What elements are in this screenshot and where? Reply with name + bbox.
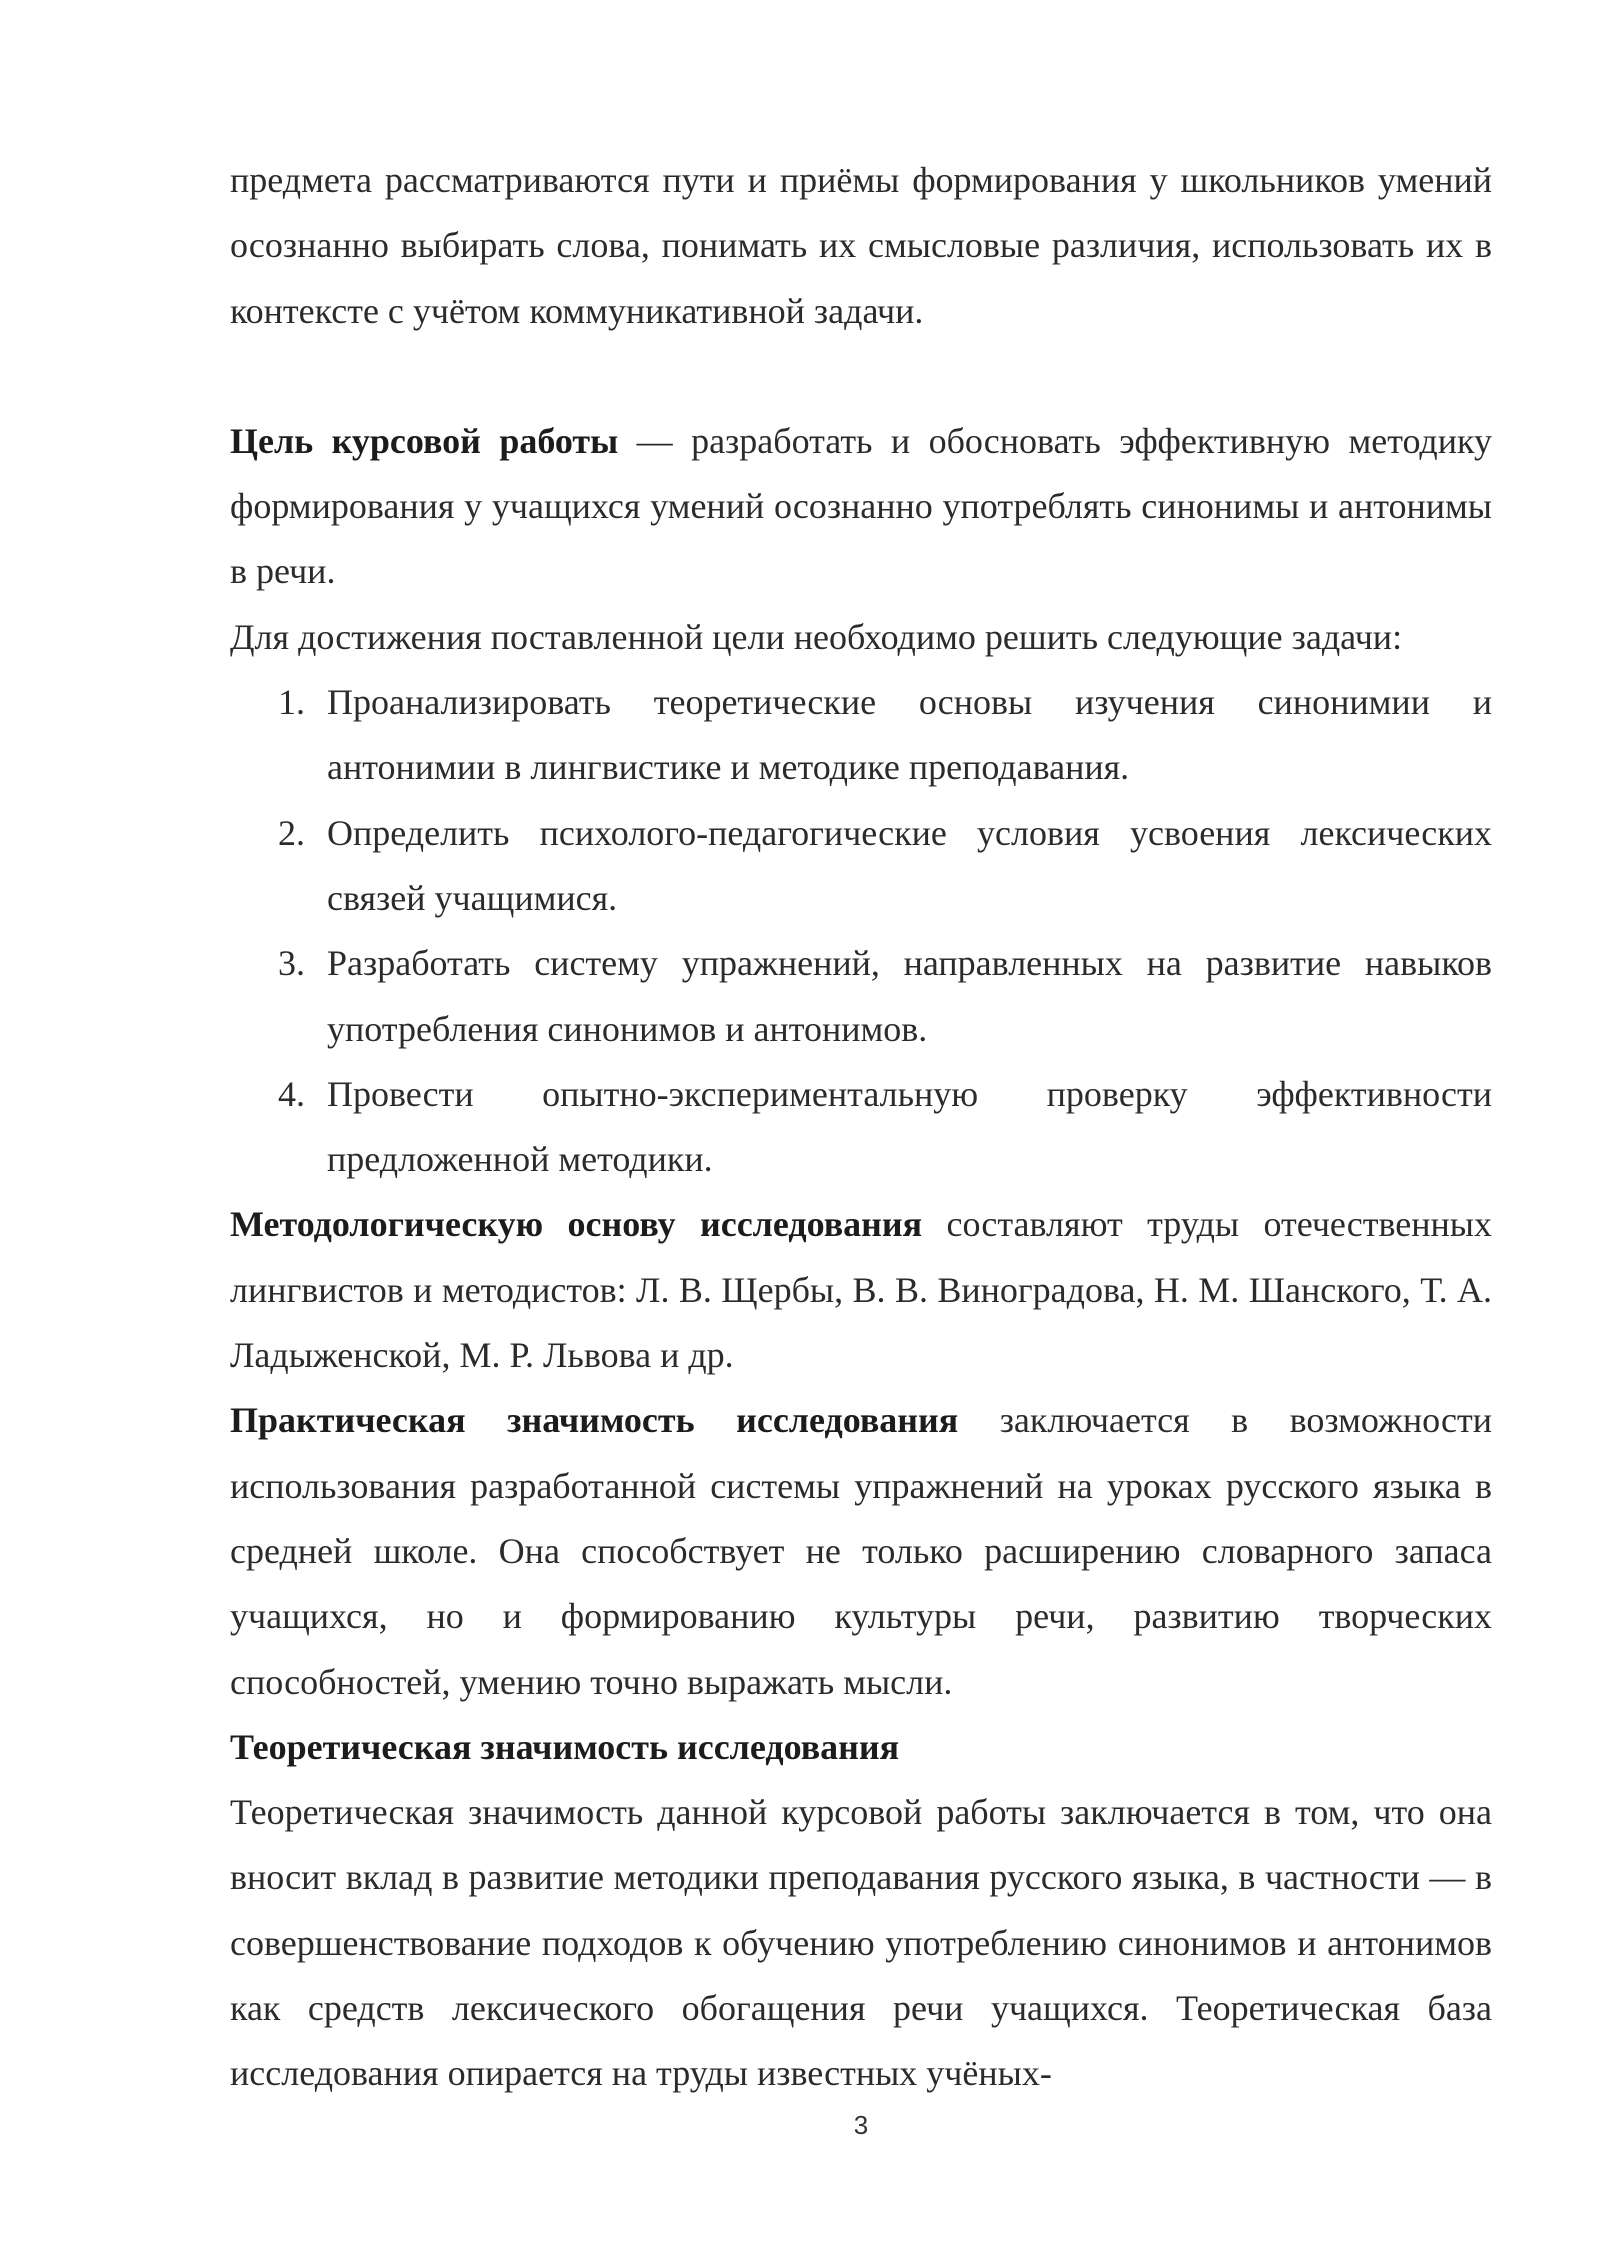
task-text: Определить психолого-педагогические условия усвоения лексических связей учащимися. bbox=[327, 812, 1492, 918]
task-number: 3. bbox=[278, 943, 305, 984]
goal-text: — разработать и обосновать эффективную методику формирования у учащихся умений осознанно употреблять синонимы и антонимы в речи. bbox=[230, 420, 1492, 592]
tasks-list bbox=[230, 670, 1492, 1192]
task-number: 1. bbox=[278, 682, 305, 723]
task-text: Разработать систему упражнений, направленных на развитие навыков употребления синонимов и антонимов. bbox=[327, 943, 1492, 1049]
task-item bbox=[230, 931, 1492, 1062]
task-item bbox=[230, 801, 1492, 932]
goal-paragraph bbox=[230, 409, 1492, 605]
theoretical-heading: Теоретическая значимость исследования bbox=[230, 1726, 900, 1767]
task-number: 2. bbox=[278, 812, 305, 853]
task-item bbox=[230, 670, 1492, 801]
theoretical-paragraph: Теоретическая значимость данной курсовой работы заключается в том, что она вносит вклад в развитие методики преподавания русского языка, в частности — в совершенствование подходов к обучению употреблению синонимов и антонимов как средств лексического обогащения речи учащихся. Теоретическая база исследования опирается на труды известных учёных- bbox=[230, 1792, 1492, 2094]
theoretical-heading-line bbox=[230, 1715, 1492, 1780]
practical-heading: Практическая значимость исследования bbox=[230, 1400, 959, 1441]
task-item bbox=[230, 1062, 1492, 1193]
task-text: Проанализировать теоретические основы изучения синонимии и антонимии в лингвистике и методике преподавания. bbox=[327, 682, 1492, 788]
task-text: Провести опытно-экспериментальную проверку эффективности предложенной методики. bbox=[327, 1073, 1492, 1180]
tasks-intro: Для достижения поставленной цели необходимо решить следующие задачи: bbox=[230, 616, 1403, 657]
intro-paragraph: предмета рассматриваются пути и приёмы формирования у школьников умений осознанно выбирать слова, понимать их смысловые различия, использовать их в контексте с учётом коммуникативной задачи. bbox=[230, 160, 1492, 331]
methodology-heading: Методологическую основу исследования bbox=[230, 1204, 923, 1245]
practical-text: заключается в возможности использования разработанной системы упражнений на уроках русского языка в средней школе. Она способствует не только расширению словарного запаса учащихся, но и формированию культуры речи, развитию творческих способностей, умению точно выражать мысли. bbox=[230, 1400, 1492, 1702]
goal-heading: Цель курсовой работы bbox=[230, 420, 619, 461]
page-body bbox=[230, 148, 1492, 2107]
practical-paragraph bbox=[230, 1388, 1492, 1714]
methodology-paragraph bbox=[230, 1192, 1492, 1388]
methodology-text: составляют труды отечественных лингвистов и методистов: Л. В. Щербы, В. В. Виноградова, Н. М. Шанского, Т. А. Ладыженской, М. Р. Львова и др. bbox=[230, 1204, 1492, 1376]
task-number: 4. bbox=[278, 1073, 305, 1114]
paragraph-spacer bbox=[230, 344, 1492, 409]
page-number: 3 bbox=[853, 2110, 869, 2140]
